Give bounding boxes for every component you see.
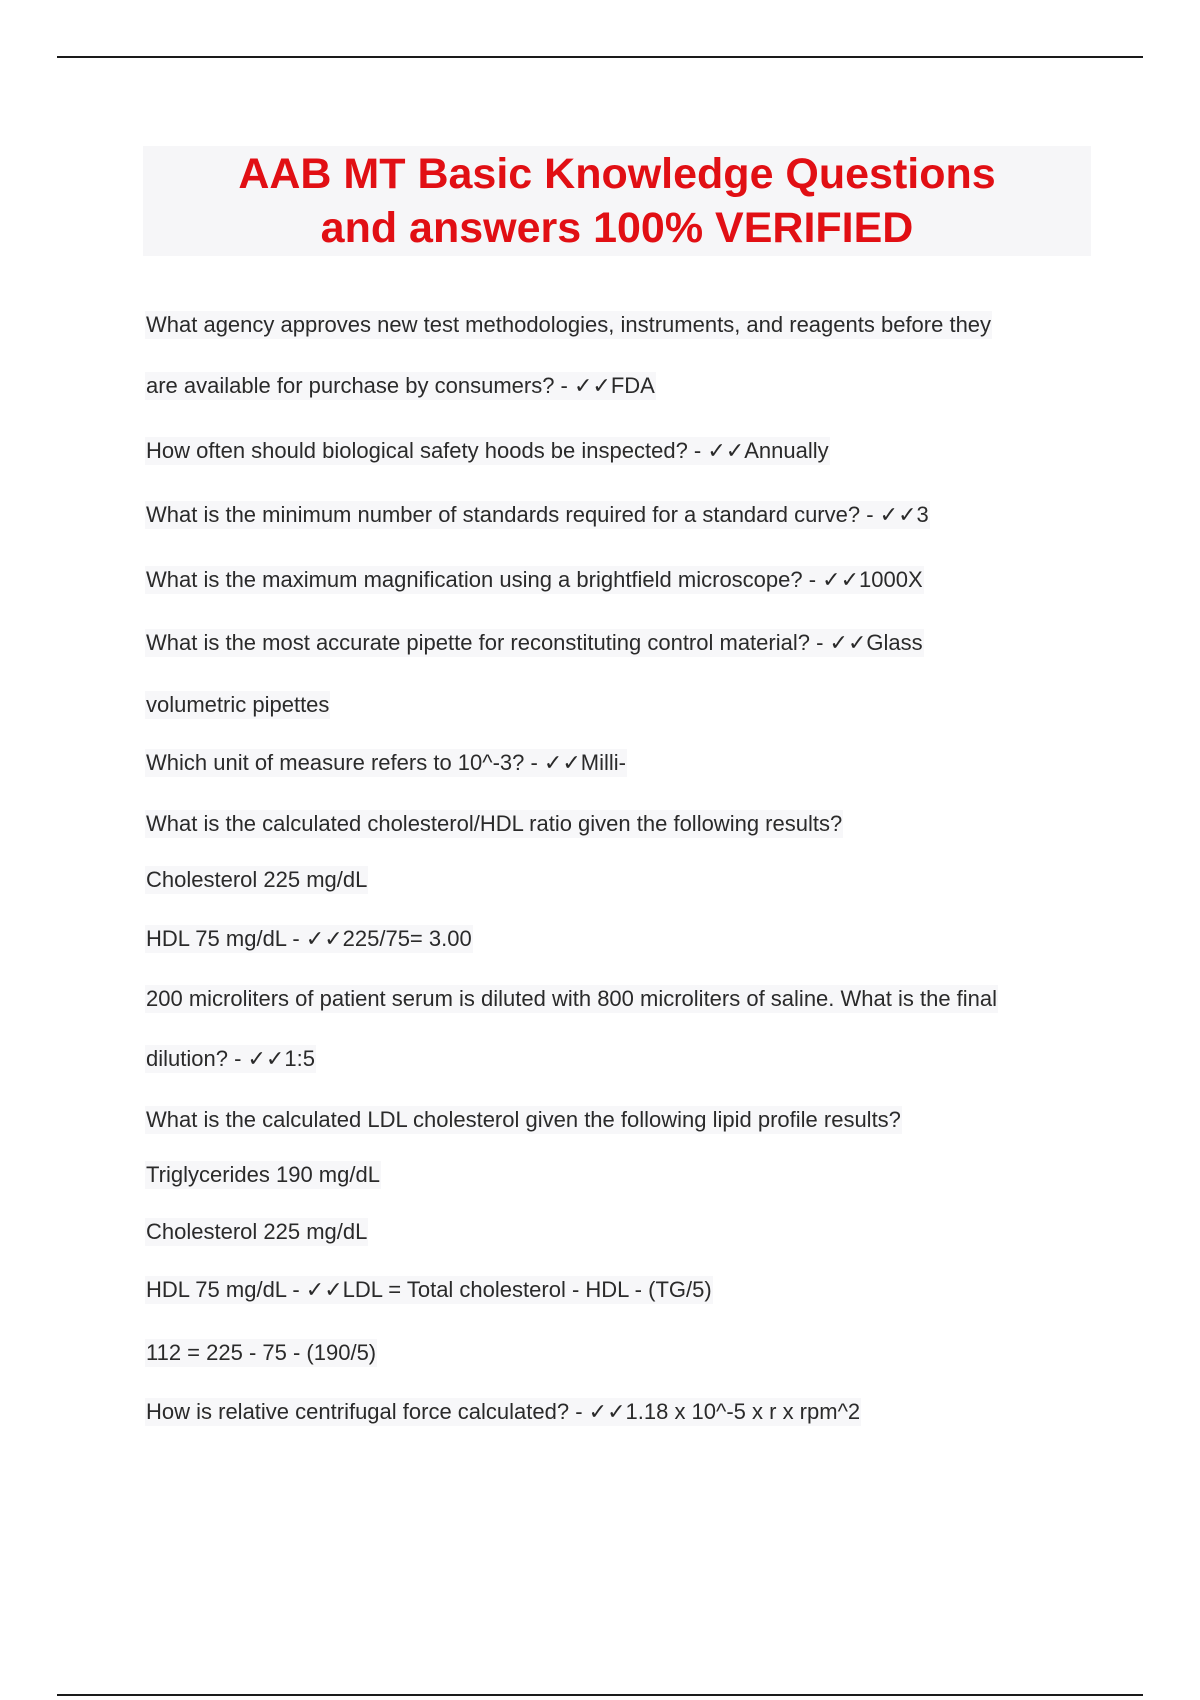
top-rule: [57, 56, 1143, 58]
qa-line: How often should biological safety hoods be inspected? - ✓✓Annually: [146, 438, 829, 463]
title-banner: [143, 146, 1091, 256]
qa-line: volumetric pipettes: [146, 692, 330, 717]
qa-line: What is the most accurate pipette for reconstituting control material? - ✓✓Glass: [146, 630, 923, 655]
qa-line: dilution? - ✓✓1:5: [146, 1046, 315, 1071]
qa-line: 112 = 225 - 75 - (190/5): [146, 1340, 377, 1365]
page-title-line-2: and answers 100% VERIFIED: [320, 204, 914, 252]
qa-line: How is relative centrifugal force calculated? - ✓✓1.18 x 10^-5 x r x rpm^2: [146, 1399, 861, 1424]
bottom-rule: [57, 1694, 1143, 1696]
qa-line: What is the maximum magnification using a brightfield microscope? - ✓✓1000X: [146, 567, 923, 592]
qa-line: What agency approves new test methodologies, instruments, and reagents before they: [146, 312, 992, 337]
qa-line: HDL 75 mg/dL - ✓✓225/75= 3.00: [146, 926, 472, 951]
qa-line: What is the calculated LDL cholesterol given the following lipid profile results?: [146, 1107, 901, 1132]
qa-line: What is the calculated cholesterol/HDL ratio given the following results?: [146, 811, 843, 836]
qa-line: Cholesterol 225 mg/dL: [146, 1219, 368, 1244]
qa-line: What is the minimum number of standards required for a standard curve? - ✓✓3: [146, 502, 929, 527]
page-title-line-1: AAB MT Basic Knowledge Questions: [238, 150, 996, 198]
qa-line: Cholesterol 225 mg/dL: [146, 867, 368, 892]
qa-line: HDL 75 mg/dL - ✓✓LDL = Total cholesterol - HDL - (TG/5): [146, 1277, 712, 1302]
qa-line: 200 microliters of patient serum is diluted with 800 microliters of saline. What is the final: [146, 986, 998, 1011]
qa-line: Triglycerides 190 mg/dL: [146, 1162, 380, 1187]
qa-line: Which unit of measure refers to 10^-3? - ✓✓Milli-: [146, 750, 627, 775]
qa-line: are available for purchase by consumers? - ✓✓FDA: [146, 373, 655, 398]
